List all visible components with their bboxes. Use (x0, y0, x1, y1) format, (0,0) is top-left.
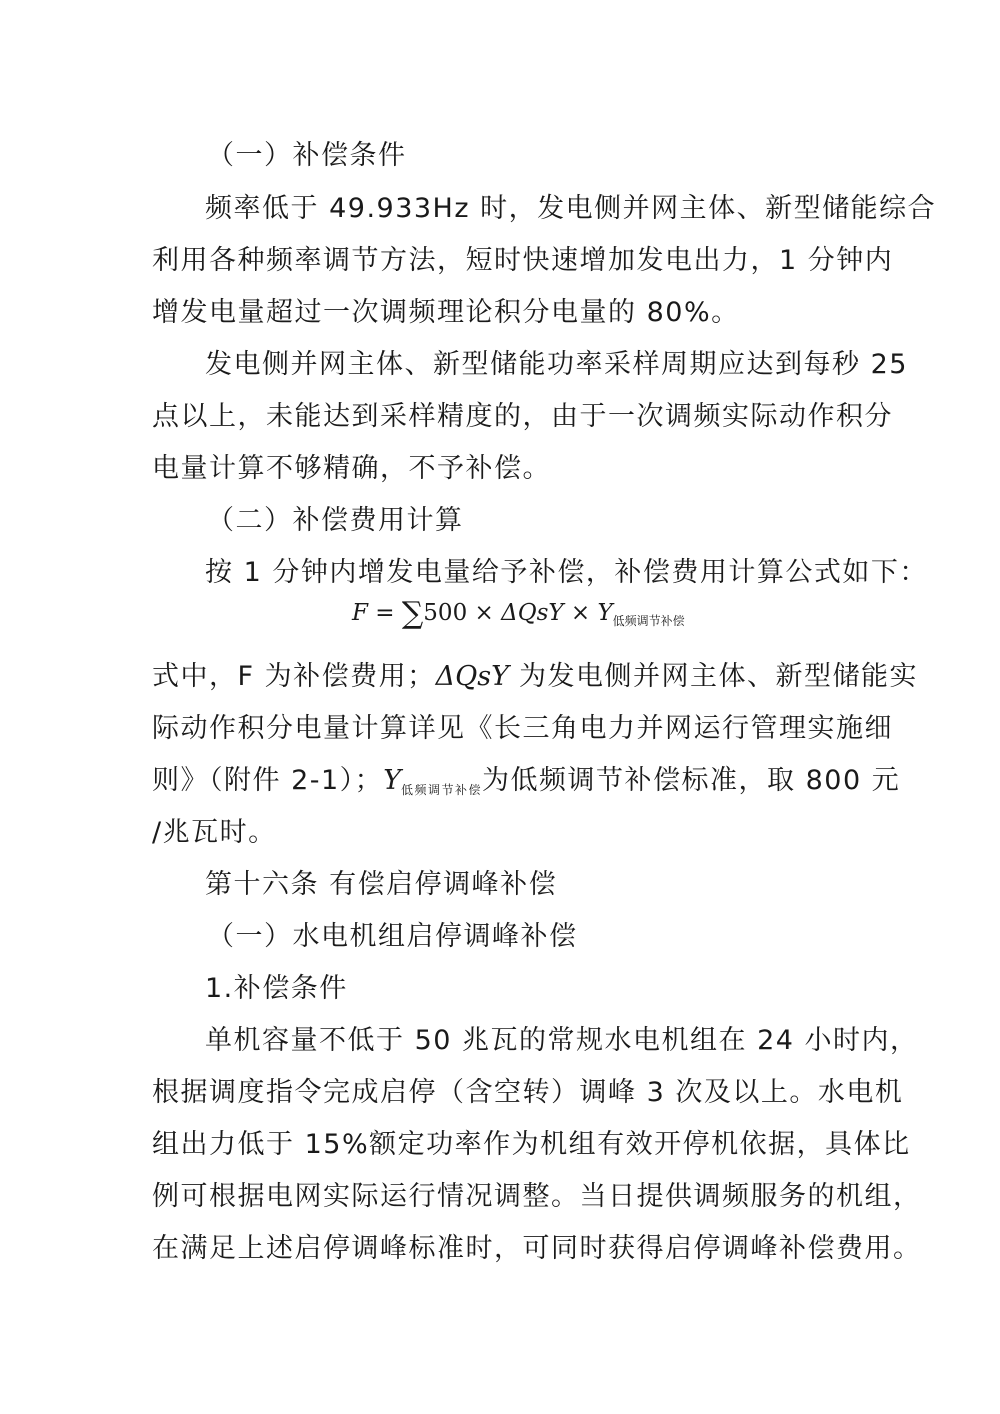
formula-y: Y (597, 600, 613, 626)
paragraph-line: 际动作积分电量计算详见《长三角电力并网运行管理实施细 (152, 713, 893, 744)
subheading-conditions: 1.补偿条件 (205, 973, 348, 1004)
paragraph-line: 单机容量不低于 50 兆瓦的常规水电机组在 24 小时内， (205, 1025, 919, 1056)
formula-y-subscript: 低频调节补偿 (612, 614, 685, 628)
paragraph-line: 电量计算不够精确，不予补偿。 (152, 453, 551, 484)
paragraph-line: 点以上，未能达到采样精度的，由于一次调频实际动作积分 (152, 401, 893, 432)
text-segment: 为发电侧并网主体、新型储能实 (519, 661, 919, 692)
math-delta-q: ΔQsY (435, 661, 509, 692)
paragraph-line: 根据调度指令完成启停（含空转）调峰 3 次及以上。水电机 (152, 1077, 904, 1108)
formula-delta-q: ΔQsY (501, 600, 564, 626)
paragraph-line: 组出力低于 15%额定功率作为机组有效开停机依据，具体比 (152, 1129, 911, 1160)
formula-times: × (570, 600, 591, 626)
paragraph-line: 发电侧并网主体、新型储能功率采样周期应达到每秒 25 (205, 349, 908, 380)
heading-fee-calculation: （二）补偿费用计算 (207, 505, 464, 536)
paragraph-line: 例可根据电网实际运行情况调整。当日提供调频服务的机组， (152, 1181, 922, 1212)
formula-times: × (474, 600, 494, 626)
paragraph-line: /兆瓦时。 (152, 817, 277, 848)
formula-coefficient: 500 (423, 600, 468, 626)
formula-lhs: F (352, 600, 368, 626)
paragraph-line (152, 761, 900, 810)
formula-sigma: ∑ (401, 596, 424, 631)
formula-equals: = (375, 600, 395, 626)
compensation-formula (352, 596, 685, 631)
heading-hydro-units: （一）水电机组启停调峰补偿 (207, 921, 578, 952)
paragraph-line: 按 1 分钟内增发电量给予补偿，补偿费用计算公式如下： (205, 557, 928, 588)
math-y-subscript: 低频调节补偿 (401, 783, 483, 797)
text-segment: 则》（附件 2-1）； (152, 765, 384, 796)
heading-compensation-conditions: （一）补偿条件 (207, 140, 407, 171)
text-segment: 式中，F 为补偿费用； (152, 661, 436, 692)
math-y: Y (383, 765, 402, 796)
text-segment: 为低频调节补偿标准，取 800 元 (482, 765, 901, 796)
paragraph-line (152, 657, 918, 697)
paragraph-line: 利用各种频率调节方法，短时快速增加发电出力，1 分钟内 (152, 245, 894, 276)
article-heading: 第十六条 有偿启停调峰补偿 (205, 869, 558, 900)
paragraph-line: 在满足上述启停调峰标准时，可同时获得启停调峰补偿费用。 (152, 1233, 922, 1264)
paragraph-line: 频率低于 49.933Hz 时，发电侧并网主体、新型储能综合 (205, 193, 937, 224)
paragraph-line: 增发电量超过一次调频理论积分电量的 80%。 (152, 297, 740, 328)
